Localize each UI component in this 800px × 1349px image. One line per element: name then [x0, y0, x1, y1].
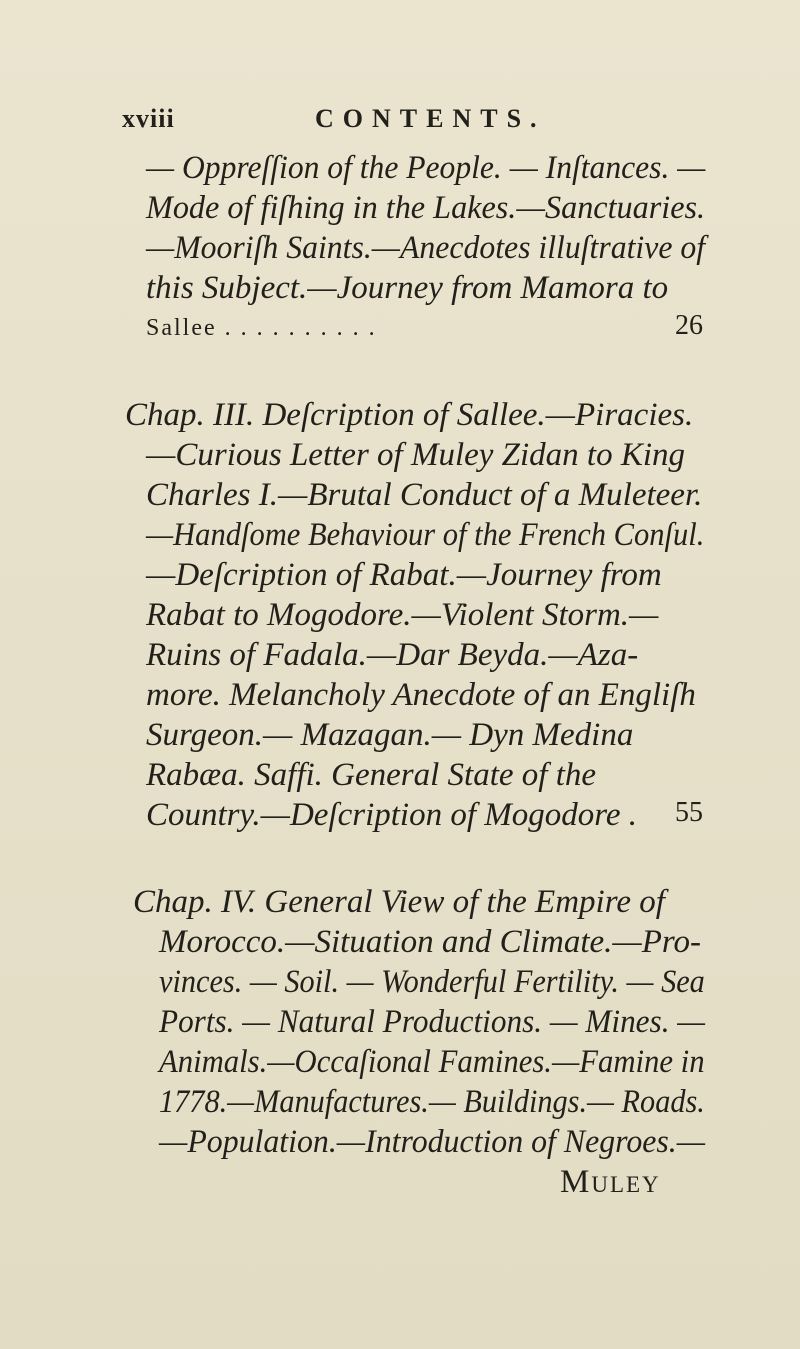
entry-line: Ports. — Natural Productions. — Mines. —	[159, 1004, 706, 1040]
page-reference: 26	[675, 310, 703, 341]
running-head: CONTENTS.	[315, 104, 546, 133]
entry-line: Chap. IV. General View of the Empire of	[133, 884, 665, 920]
entry-line: 1778.—Manufactures.— Buildings.— Roads.	[159, 1084, 705, 1120]
entry-line: Ruins of Fadala.—Dar Beyda.—Aza-	[146, 637, 639, 673]
entry-line: Chap. III. Deſcription of Sallee.—Piracies.	[125, 397, 694, 433]
entry-line: —Deſcription of Rabat.—Journey from	[146, 557, 662, 593]
entry-line: —Mooriſh Saints.—Anecdotes illuſtrative of	[146, 230, 706, 266]
entry-line: — Oppreſſion of the People. — Inſtances. —	[146, 150, 706, 186]
entry-line: this Subject.—Journey from Mamora to	[146, 270, 669, 306]
entry-line: Morocco.—Situation and Climate.—Pro-	[159, 924, 702, 960]
entry-line: —Population.—Introduction of Negroes.—	[159, 1124, 706, 1160]
entry-line: Sallee . . . . . . . . . .	[146, 315, 377, 341]
entry-line: Country.—Deſcription of Mogodore .	[146, 797, 638, 833]
entry-line: —Curious Letter of Muley Zidan to King	[146, 437, 686, 473]
entry-line: Animals.—Occaſional Famines.—Famine in	[159, 1044, 705, 1080]
page-reference: 55	[675, 797, 703, 828]
entry-line: vinces. — Soil. — Wonderful Fertility. — Sea	[159, 964, 705, 1000]
entry-line: Rabat to Mogodore.—Violent Storm.—	[146, 597, 659, 633]
entry-line: Surgeon.— Mazagan.— Dyn Medina	[146, 717, 634, 753]
catchword: Muley	[560, 1164, 661, 1200]
page-header	[0, 100, 800, 140]
entry-line: more. Melancholy Anecdote of an Engliſh	[146, 677, 696, 713]
entry-line: —Handſome Behaviour of the French Conſul.	[146, 517, 705, 553]
entry-line: Mode of fiſhing in the Lakes.—Sanctuaries.	[146, 190, 706, 226]
page-number: xviii	[122, 104, 175, 133]
entry-line: Rabæa. Saffi. General State of the	[146, 757, 597, 793]
entry-line: Charles I.—Brutal Conduct of a Muleteer.	[146, 477, 703, 513]
